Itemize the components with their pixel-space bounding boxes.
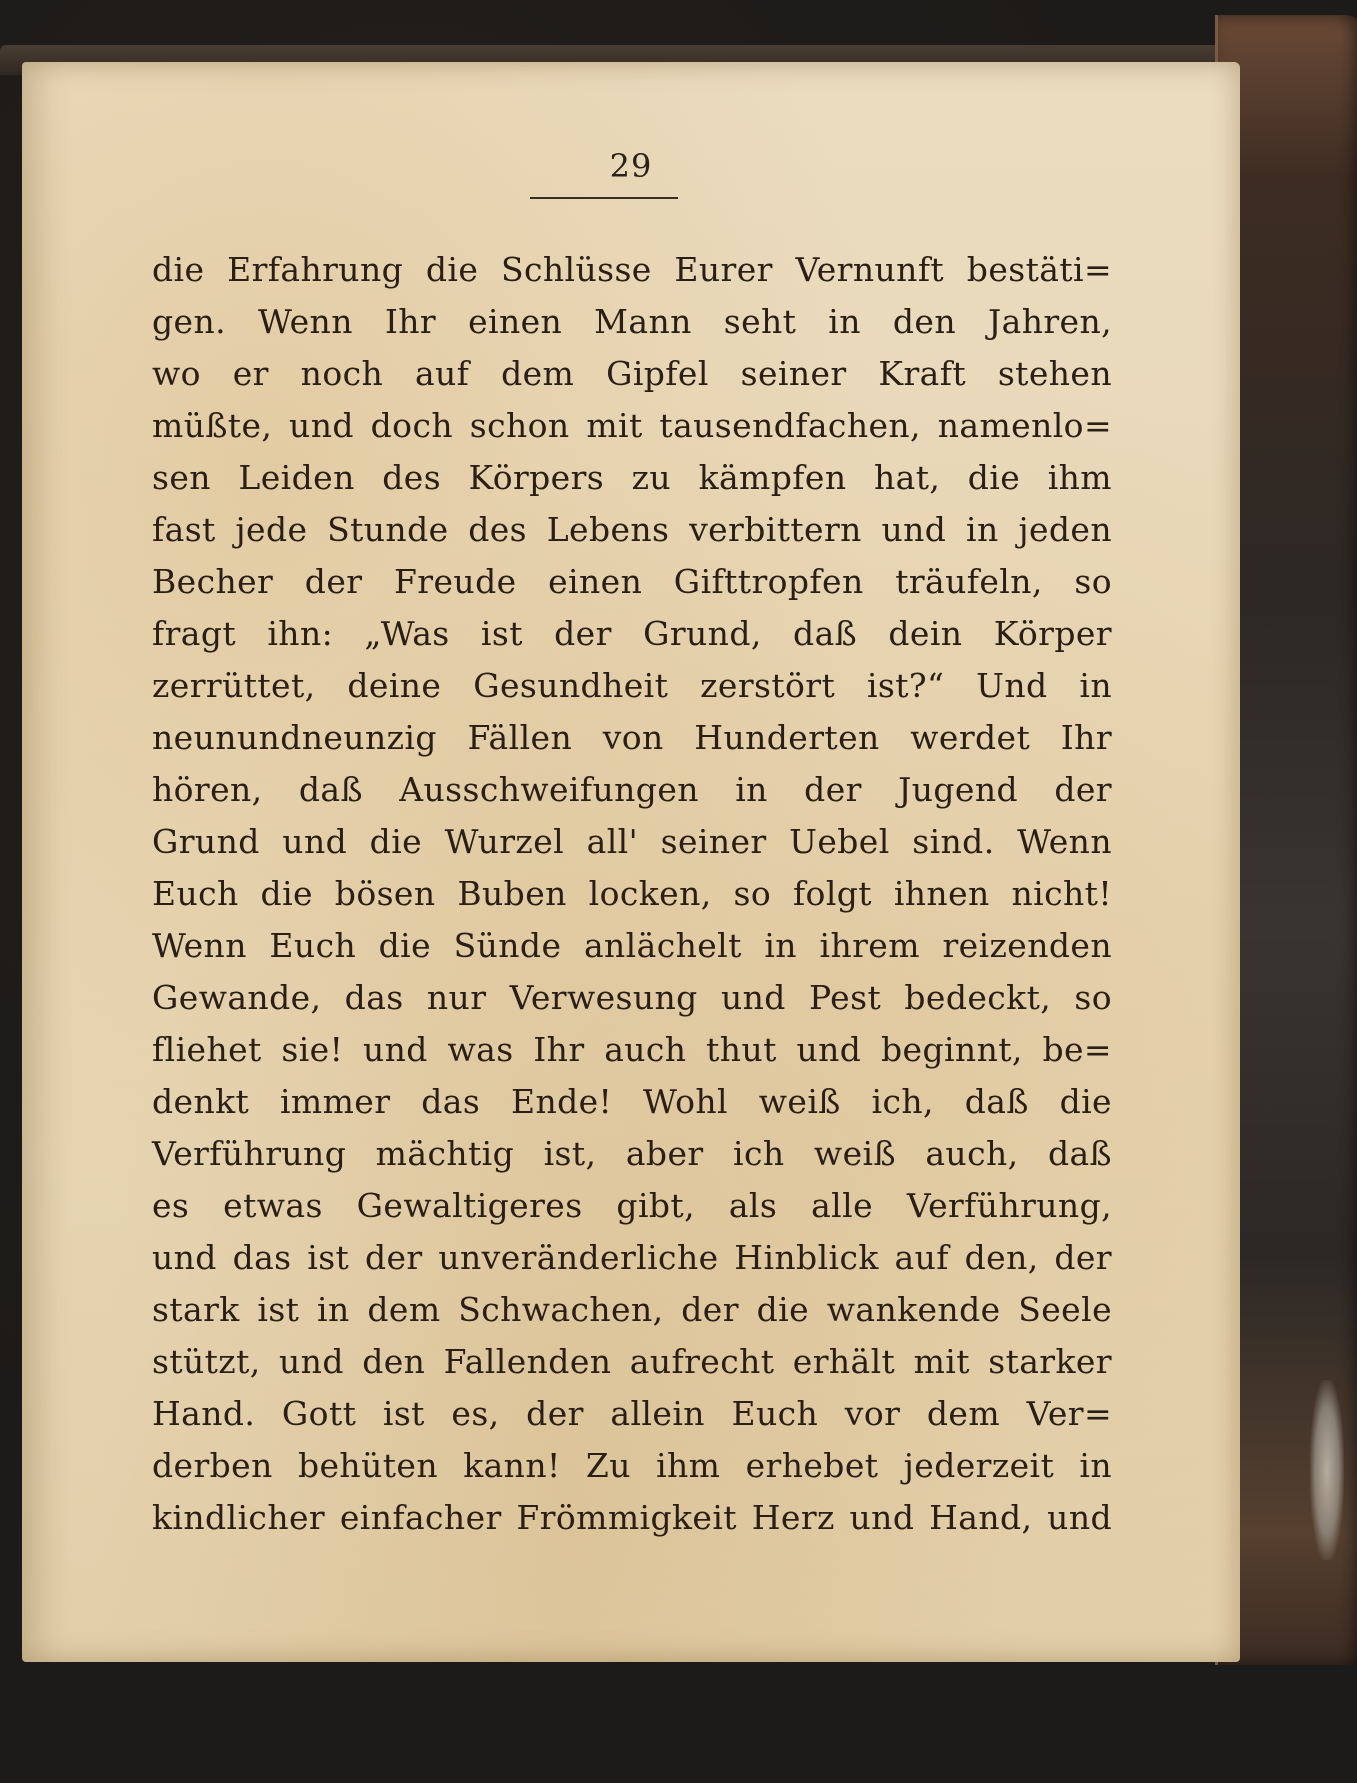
text-line: und das ist der unveränderliche Hinblick auf den, der	[152, 1238, 1112, 1277]
text-line: wo er noch auf dem Gipfel seiner Kraft stehen	[152, 354, 1112, 393]
text-line: stützt, und den Fallenden aufrecht erhält mit starker	[152, 1342, 1112, 1381]
text-line: Becher der Freude einen Gifttropfen träufeln, so	[152, 562, 1112, 601]
text-line: zerrüttet, deine Gesundheit zerstört ist?“ Und in	[152, 666, 1112, 705]
text-line: die Erfahrung die Schlüsse Eurer Vernunft bestäti=	[152, 250, 1112, 289]
text-line: Euch die bösen Buben locken, so folgt ihnen nicht!	[152, 874, 1112, 913]
text-line: neunundneunzig Fällen von Hunderten werdet Ihr	[152, 718, 1112, 757]
book-page	[22, 62, 1240, 1662]
text-line: denkt immer das Ende! Wohl weiß ich, daß die	[152, 1082, 1112, 1121]
text-line: müßte, und doch schon mit tausendfachen, namenlo=	[152, 406, 1112, 445]
text-line: sen Leiden des Körpers zu kämpfen hat, die ihm	[152, 458, 1112, 497]
text-line: hören, daß Ausschweifungen in der Jugend der	[152, 770, 1112, 809]
text-line: Grund und die Wurzel all' seiner Uebel sind. Wenn	[152, 822, 1112, 861]
text-line: Hand. Gott ist es, der allein Euch vor dem Ver=	[152, 1394, 1112, 1433]
text-line: derben behüten kann! Zu ihm erhebet jederzeit in	[152, 1446, 1112, 1485]
text-line: Verführung mächtig ist, aber ich weiß auch, daß	[152, 1134, 1112, 1173]
page-number: 29	[609, 147, 653, 185]
text-line: fast jede Stunde des Lebens verbittern und in jeden	[152, 510, 1112, 549]
text-line: Gewande, das nur Verwesung und Pest bedeckt, so	[152, 978, 1112, 1017]
text-line: es etwas Gewaltigeres gibt, als alle Verführung,	[152, 1186, 1112, 1225]
text-line: fliehet sie! und was Ihr auch thut und beginnt, be=	[152, 1030, 1112, 1069]
text-line: kindlicher einfacher Frömmigkeit Herz und Hand, und	[152, 1498, 1112, 1537]
text-line: Wenn Euch die Sünde anlächelt in ihrem reizenden	[152, 926, 1112, 965]
page-body-text	[152, 244, 1112, 1544]
text-line: gen. Wenn Ihr einen Mann seht in den Jahren,	[152, 302, 1112, 341]
text-line: stark ist in dem Schwachen, der die wankende Seele	[152, 1290, 1112, 1329]
page-number-rule	[530, 197, 678, 199]
text-line: fragt ihn: „Was ist der Grund, daß dein Körper	[152, 614, 1112, 653]
spine-wear-mark	[1310, 1380, 1344, 1560]
